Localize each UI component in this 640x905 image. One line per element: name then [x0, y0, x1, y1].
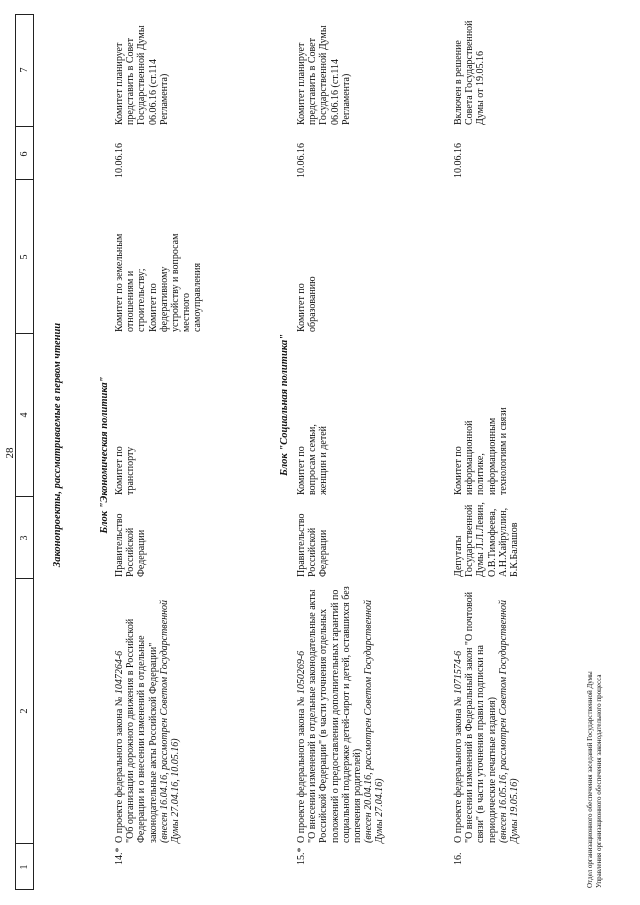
header-sep [15, 126, 33, 127]
status-cell: Комитет планирует представить в Совет Государственной Думы 06.06.16 (ст.114 Регламента) [114, 25, 170, 125]
bill-name: "О внесении изменений в отдельные законодательные акты Российской Федерации" (в части уточнения отдельных положений о предоставлении дополнительных гарантий по социальной поддержке детей-сирот и детей, оставшихся без попечения родителей) [307, 586, 363, 843]
bill-number: 1050269-6 [296, 650, 307, 695]
column-number: 6 [19, 151, 30, 157]
footer [586, 568, 604, 888]
row-number: 15.* [296, 847, 307, 865]
page-number: 28 [4, 447, 16, 459]
co-executors-cell: Комитет по земельным отношениям и строительству; Комитет по федеративному устройству и вопросам местного самоуправления [114, 233, 204, 332]
date-cell: 10.06.16 [114, 143, 125, 178]
co-executors-cell: Комитет по образованию [296, 276, 319, 332]
header-sep [15, 843, 33, 844]
status-cell: Включен в решение Совета Государственной Думы от 19.05.16 [453, 20, 487, 125]
author-cell: Правительство Российской Федерации [296, 513, 330, 577]
bill-note: (внесен 16.04.16, рассмотрен Советом Государственной Думы 27.04.16, 10.05.16) [158, 599, 181, 843]
column-number: 2 [19, 708, 30, 714]
bill-description [453, 581, 520, 843]
header-top-line [15, 14, 16, 890]
block-title-economy: Блок "Экономическая политика" [99, 376, 110, 534]
bill-number: 1047264-6 [114, 650, 125, 695]
row-number: 16. [453, 852, 464, 865]
column-number: 5 [19, 254, 30, 260]
bill-lead: О проекте федерального закона № [296, 694, 307, 843]
bill-note: (внесен 16.05.16, рассмотрен Советом Государственной Думы 19.05.16) [497, 599, 520, 843]
bill-lead: О проекте федерального закона № [114, 694, 125, 843]
column-number: 7 [19, 67, 30, 73]
bill-name: "О внесении изменений в Федеральный закон "О почтовой связи" (в части уточнения правил подписки на периодические печатные издания) [464, 591, 498, 843]
author-cell: Депутаты Государственной Думы Л.Л.Левин, О.В.Тимофеева, А.Н.Хайруллин, Б.К.Балашов [453, 502, 520, 577]
block-title-social: Блок "Социальная политика" [279, 334, 290, 476]
bill-description [296, 581, 386, 843]
footer-line: Управления организационного обеспечения законодательного процесса [594, 674, 603, 888]
header-bottom-line [33, 14, 34, 890]
committee-cell: Комитет по транспорту [114, 446, 137, 495]
bill-description [114, 581, 181, 843]
date-cell: 10.06.16 [453, 143, 464, 178]
header-sep [15, 496, 33, 497]
bill-name: "Об организации дорожного движения в Российской Федерации и о внесении изменений в отдельные законодательные акты Российской Федерации" [125, 618, 159, 843]
status-cell: Комитет планирует представить в Совет Государственной Думы 06.06.16 (ст.114 Регламента) [296, 25, 352, 125]
section-title: Законопроекты, рассматриваемые в первом чтении [52, 322, 63, 568]
bill-lead: О проекте федерального закона № [453, 694, 464, 843]
committee-cell: Комитет по информационной политике, информационным технологиям и связи [453, 407, 509, 495]
column-number: 3 [19, 535, 30, 541]
bill-note: (внесен 20.04.16, рассмотрен Советом Государственной Думы 27.04.16) [363, 599, 386, 843]
bill-number: 1071574-6 [453, 650, 464, 695]
committee-cell: Комитет по вопросам семьи, женщин и детей [296, 424, 330, 495]
header-sep [15, 179, 33, 180]
header-sep [15, 889, 33, 890]
column-number: 1 [19, 864, 30, 870]
author-cell: Правительство Российской Федерации [114, 513, 148, 577]
footer-line: Отдел организационного обеспечения заседаний Государственной Думы [586, 671, 594, 888]
row-number: 14.* [114, 847, 125, 865]
column-number: 4 [19, 412, 30, 418]
header-sep [15, 14, 33, 15]
header-sep [15, 578, 33, 579]
header-sep [15, 333, 33, 334]
date-cell: 10.06.16 [296, 143, 307, 178]
